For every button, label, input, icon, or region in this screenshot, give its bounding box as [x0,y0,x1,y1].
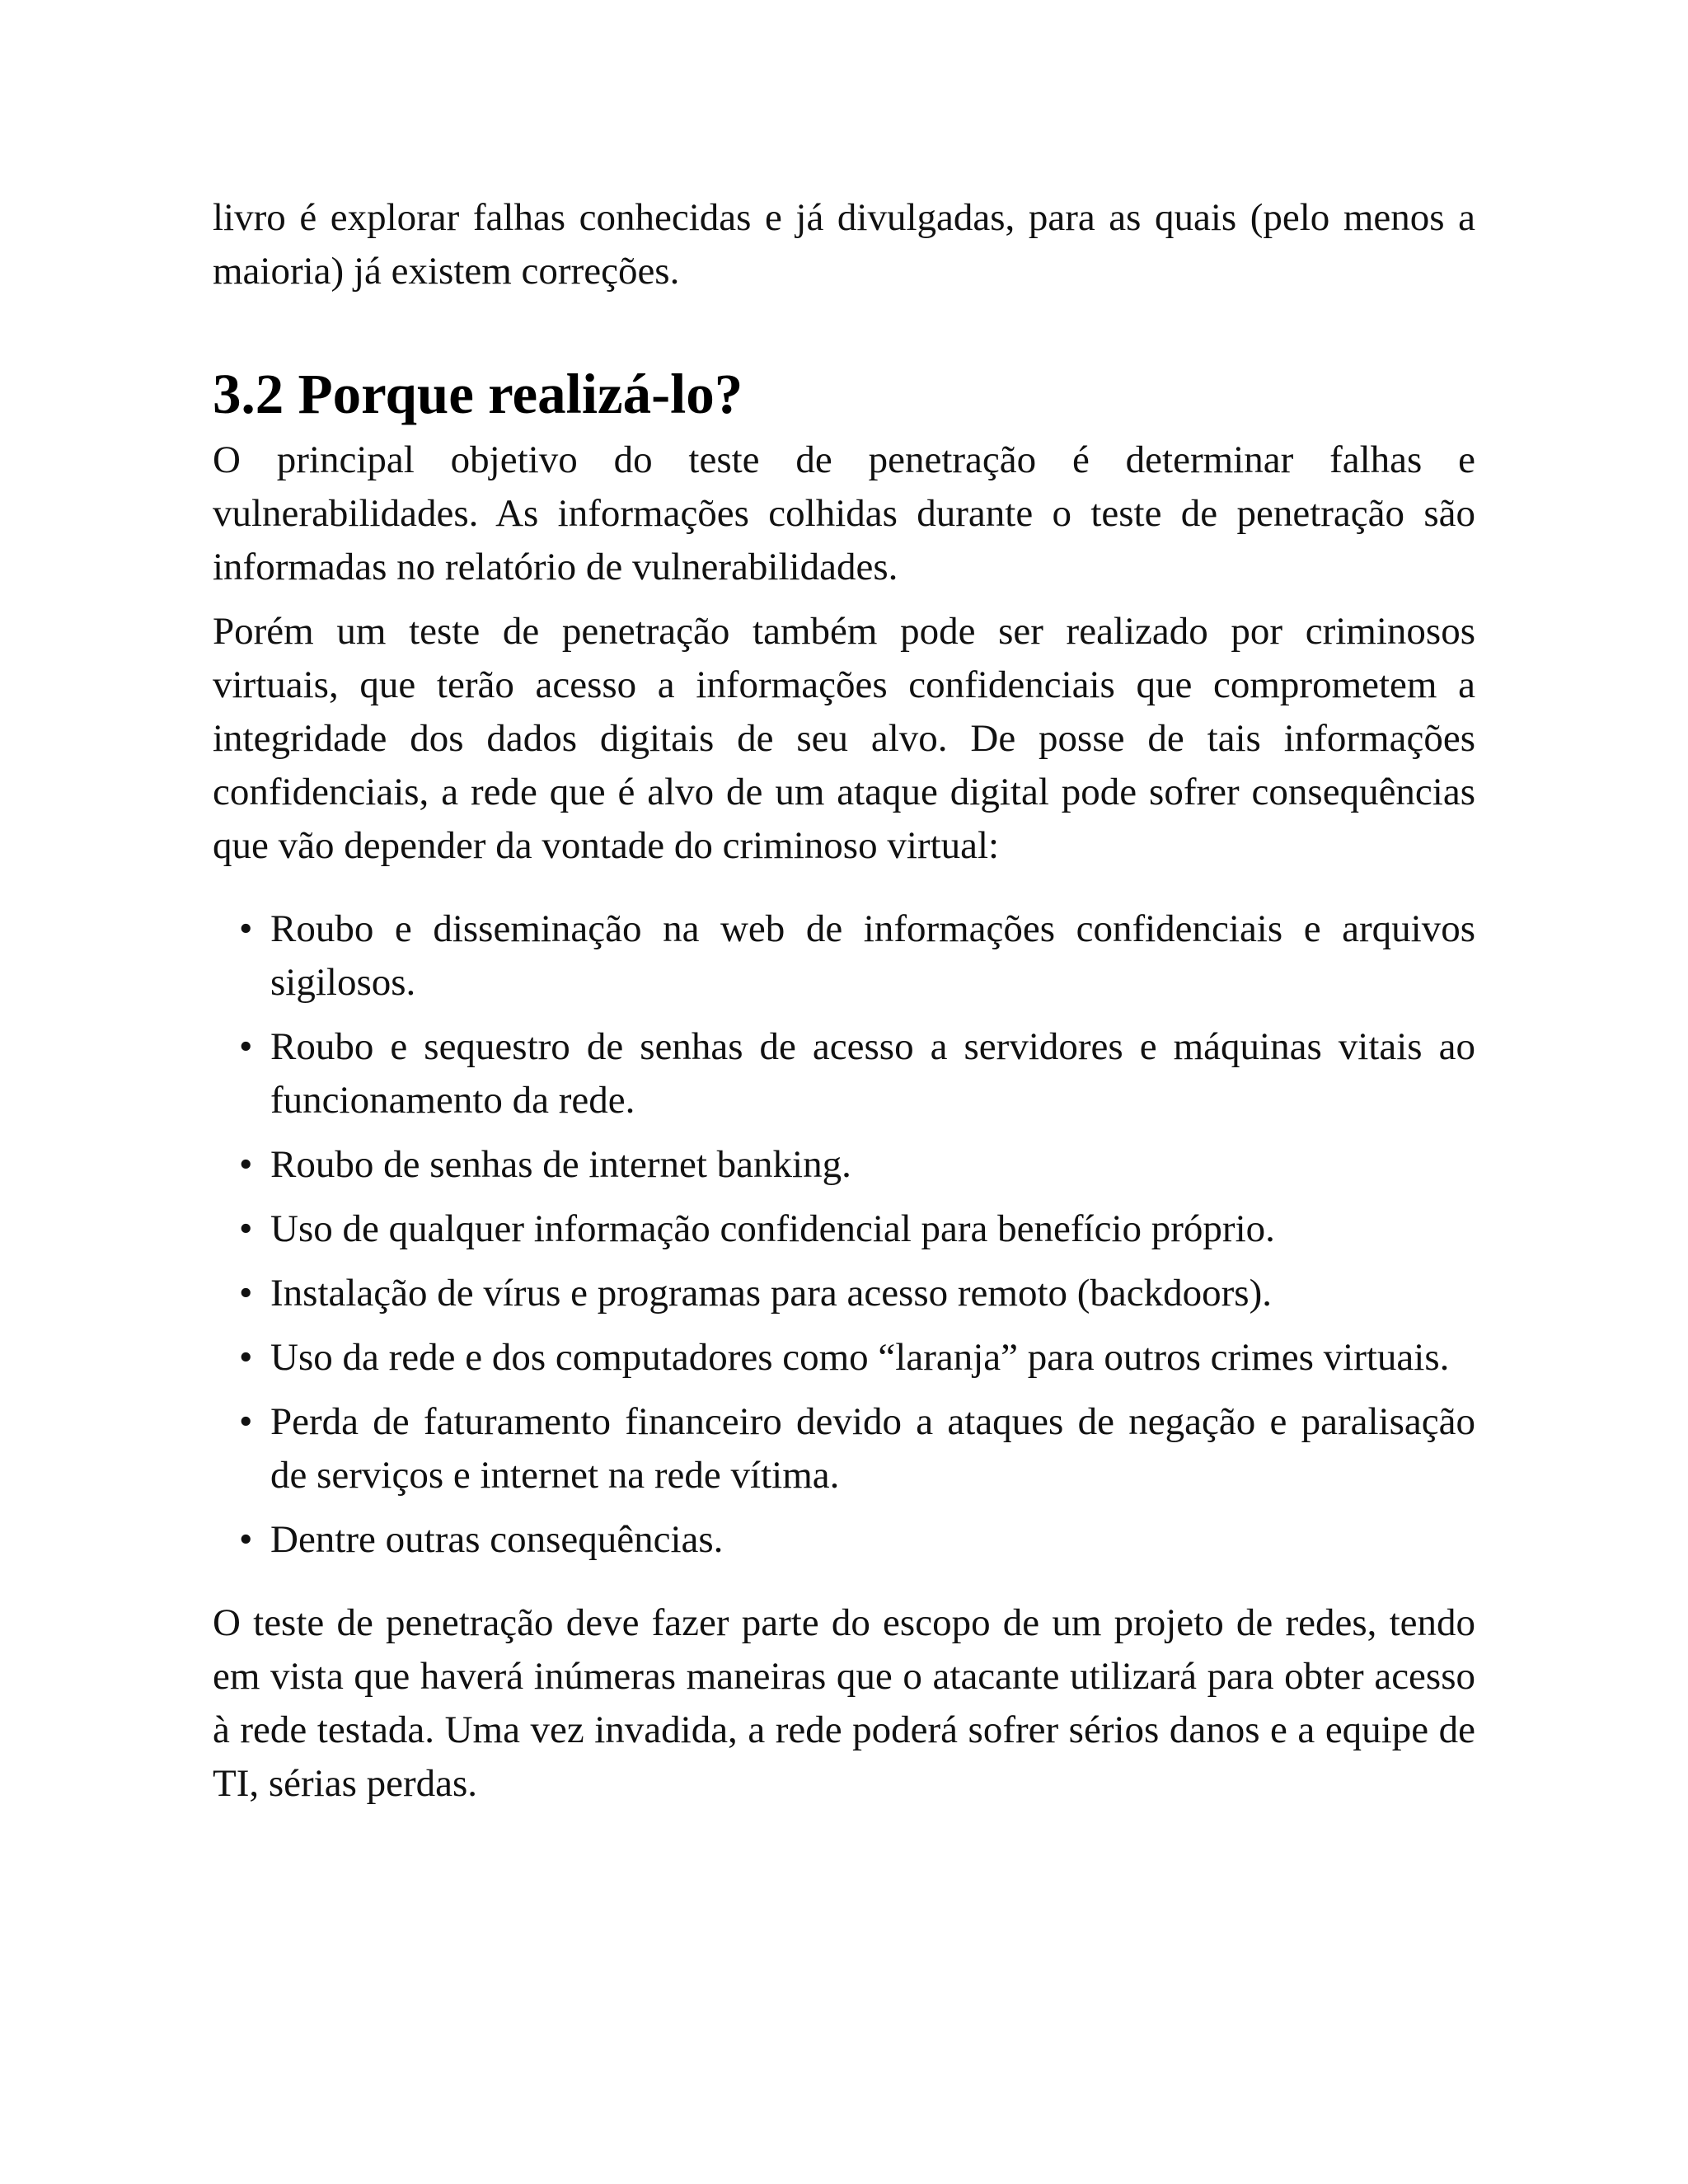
list-item [213,902,1475,1010]
list-item [213,1138,1475,1192]
bullet-icon: • [239,1272,253,1315]
list-item [213,1331,1475,1385]
bullet-icon: • [239,907,253,950]
list-item-text: Uso de qualquer informação confidencial para benefício próprio. [270,1207,1275,1250]
bullet-icon: • [239,1518,253,1561]
list-item [213,1202,1475,1256]
list-item [213,1513,1475,1567]
section-heading: 3.2 Porque realizá-lo? [213,363,743,425]
list-item [213,1020,1475,1127]
consequences-list [213,902,1475,1567]
bullet-icon: • [239,1400,253,1443]
list-item [213,1267,1475,1320]
list-item-text: Instalação de vírus e programas para acesso remoto (backdoors). [270,1272,1272,1315]
intro-continuation-paragraph: livro é explorar falhas conhecidas e já divulgadas, para as quais (pelo menos a maioria) já existem correções. [213,196,1475,293]
criminals-paragraph: Porém um teste de penetração também pode ser realizado por criminosos virtuais, que terão acesso a informações confidenciais que comprometem a integridade dos dados digitais de seu alvo. De posse de tais informações confidenciais, a rede que é alvo de um ataque digital pode sofrer consequências que vão depender da vontade do criminoso virtual: [213,610,1475,867]
list-item [213,1395,1475,1502]
bullet-icon: • [239,1336,253,1379]
list-item-text: Uso da rede e dos computadores como “laranja” para outros crimes virtuais. [270,1336,1450,1379]
bullet-icon: • [239,1207,253,1250]
bullet-icon: • [239,1143,253,1186]
closing-paragraph: O teste de penetração deve fazer parte do escopo de um projeto de redes, tendo em vista que haverá inúmeras maneiras que o atacante utilizará para obter acesso à rede testada. Uma vez invadida, a rede poderá sofrer sérios danos e a equipe de TI, sérias perdas. [213,1601,1475,1805]
bullet-icon: • [239,1025,253,1068]
objective-paragraph: O principal objetivo do teste de penetração é determinar falhas e vulnerabilidades. As informações colhidas durante o teste de penetração são informadas no relatório de vulnerabilidades. [213,438,1475,588]
list-item-text: Roubo de senhas de internet banking. [270,1143,851,1186]
list-item-text: Perda de faturamento financeiro devido a ataques de negação e paralisação de serviços e internet na rede vítima. [270,1400,1475,1497]
document-page [213,191,1475,1811]
list-item-text: Roubo e sequestro de senhas de acesso a servidores e máquinas vitais ao funcionamento da rede. [270,1025,1475,1122]
list-item-text: Dentre outras consequências. [270,1518,724,1561]
list-item-text: Roubo e disseminação na web de informações confidenciais e arquivos sigilosos. [270,907,1475,1004]
